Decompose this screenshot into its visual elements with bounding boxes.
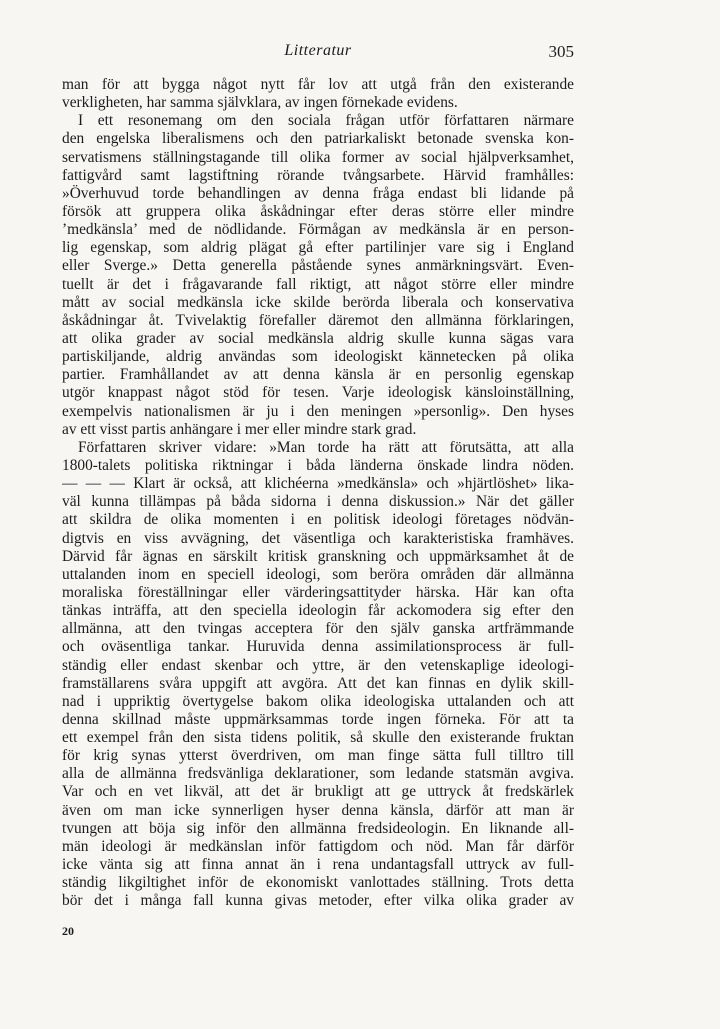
text-line: män ideologi är medkänslan inför fattigdom och nöd. Man får därför xyxy=(62,837,574,855)
text-line: denna skillnad måste uppmärksammas torde ingen förneka. För att ta xyxy=(62,710,574,728)
text-line: verkligheten, har samma självklara, av ingen förnekade evidens. xyxy=(62,94,458,112)
text-line: ständig eller endast skenbar och yttre, är den vetenskaplige ideologi- xyxy=(62,656,574,674)
text-line: av ett visst partis anhängare i mer eller mindre stark grad. xyxy=(62,420,417,438)
text-line: tvungen att böja sig inför den allmänna fredsideologin. En liknande all- xyxy=(62,819,574,837)
text-line: den engelska liberalismens och den patriarkaliskt betonade svenska kon- xyxy=(62,130,574,148)
text-line: icke vänta sig att finna annat än i rena undantagsfall uttryck av full- xyxy=(62,856,574,874)
text-line: bör det i många fall kunna givas metoder, efter vilka olika grader av xyxy=(62,892,574,910)
text-line: man för att bygga något nytt får lov att utgå från den existerande xyxy=(62,76,574,93)
page-header xyxy=(62,42,574,66)
text-line: »Överhuvud torde behandlingen av denna fråga endast bli lidande på xyxy=(62,184,574,202)
text-line: partiskiljande, aldrig användas som ideologiskt kännetecken på olika xyxy=(62,348,574,366)
text-line: tuellt är det i frågavarande fall riktigt, att något större eller mindre xyxy=(62,275,574,293)
page-number: 305 xyxy=(548,42,574,61)
text-line: framställarens svåra uppgift att avgöra. Att det kan finnas en dylik skill- xyxy=(62,674,574,692)
text-line: även om man icke synnerligen hyser denna känsla, därför att man är xyxy=(62,801,574,819)
text-line: digtvis en viss avvägning, det väsentliga och karakteristiska framhäves. xyxy=(62,529,574,547)
text-line: servatismens ställningstagande till olika former av social hjälpverksamhet, xyxy=(62,148,574,166)
body-text xyxy=(62,76,574,910)
text-line: tänkas inträffa, att den speciella ideologin får ackomodera sig efter den xyxy=(62,602,574,620)
text-line: partier. Framhållandet av att denna känsla är en personlig egenskap xyxy=(62,366,574,384)
text-line: alla de allmänna fredsvänliga deklarationer, som ledande statsmän avgiva. xyxy=(62,765,574,783)
text-line: att olika grader av social medkänsla aldrig skulle kunna sägas vara xyxy=(62,329,574,347)
text-line: väl kunna tillämpas på båda sidorna i denna diskussion.» När det gäller xyxy=(62,493,574,511)
text-line: — — — Klart är också, att klichéerna »medkänsla» och »hjärtlöshet» lika- xyxy=(62,475,574,493)
text-line: mått av social medkänsla icke skilde berörda liberala och konservativa xyxy=(62,293,574,311)
text-line: ’medkänsla’ med de nödlidande. Förmågan av medkänsla är en person- xyxy=(62,221,574,239)
text-line: 1800-talets politiska riktningar i båda länderna önskade lindra nöden. xyxy=(62,456,574,474)
text-line: att skildra de olika momenten i en politisk ideologi företages nödvän- xyxy=(62,511,574,529)
text-line: utgör knappast något stöd för tesen. Varje ideologisk känsloinställning, xyxy=(62,384,574,402)
text-line: I ett resonemang om den sociala frågan utför författaren närmare xyxy=(78,112,574,130)
text-line: ett exempel från den sista tidens politik, så skulle den existerande fruktan xyxy=(62,729,574,747)
text-line: Därvid får ägnas en särskilt kritisk granskning och uppmärksamhet åt de xyxy=(62,547,574,565)
text-line: fattigvård samt lagstiftning rörande tvångsarbete. Härvid framhålles: xyxy=(62,166,574,184)
text-line: Var och en vet likväl, att det är brukligt att ge uttryck åt fredskärlek xyxy=(62,783,574,801)
running-title: Litteratur xyxy=(284,42,352,59)
signature-mark: 20 xyxy=(62,924,74,938)
text-line: lig egenskap, som aldrig plägat gå efter partilinjer vare sig i England xyxy=(62,239,574,257)
text-line: försök att gruppera olika åskådningar efter deras större eller mindre xyxy=(62,202,574,220)
text-line: moraliska föreställningar eller värderingsattityder härska. Här kan ofta xyxy=(62,583,574,601)
text-line: Författaren skriver vidare: »Man torde ha rätt att förutsätta, att alla xyxy=(78,438,574,456)
text-line: ständig likgiltighet inför de ekonomiskt vanlottades ställning. Trots detta xyxy=(62,874,574,892)
text-line: exempelvis nationalismen är ju i den meningen »personlig». Den hyses xyxy=(62,402,574,420)
text-line: eller Sverge.» Detta generella påstående synes anmärkningsvärt. Even- xyxy=(62,257,574,275)
text-line: och oväsentliga tankar. Huruvida denna assimilationsprocess är full- xyxy=(62,638,574,656)
text-line: allmänna, att den tvingas acceptera för den själv ganska artfrämmande xyxy=(62,620,574,638)
text-line: uttalanden inom en speciell ideologi, som beröra områden där allmänna xyxy=(62,565,574,583)
text-line: nad i uppriktig övertygelse bakom olika ideologiska uttalanden och att xyxy=(62,692,574,710)
text-line: för krig synas ytterst överdriven, om man finge sätta full tilltro till xyxy=(62,747,574,765)
text-line: åskådningar åt. Tvivelaktig förefaller däremot den allmänna förklaringen, xyxy=(62,311,574,329)
